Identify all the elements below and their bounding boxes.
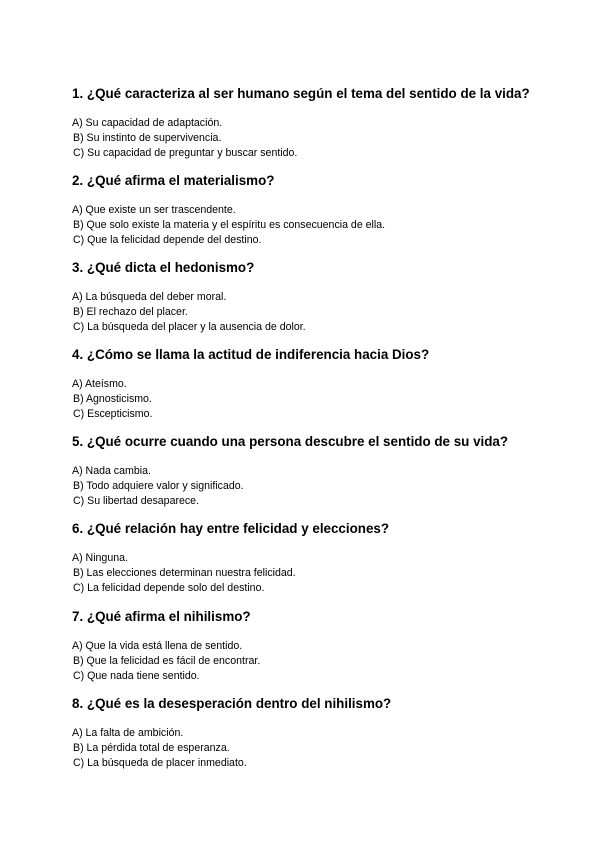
option-c: C) Escepticismo. — [73, 408, 153, 420]
question-title: 5. ¿Qué ocurre cuando una persona descubre el sentido de su vida? — [72, 434, 509, 449]
option-list — [72, 639, 572, 684]
option-a: A) Su capacidad de adaptación. — [72, 117, 223, 129]
question-3 — [72, 260, 572, 335]
option-b: B) Que la felicidad es fácil de encontrar. — [73, 655, 261, 667]
option-a: A) Que la vida está llena de sentido. — [72, 640, 243, 652]
option-b: B) Todo adquiere valor y significado. — [73, 480, 244, 492]
question-title: 4. ¿Cómo se llama la actitud de indiferencia hacia Dios? — [72, 347, 430, 362]
option-c: C) La búsqueda de placer inmediato. — [73, 757, 247, 769]
question-title: 8. ¿Qué es la desesperación dentro del nihilismo? — [72, 696, 392, 711]
option-list — [72, 551, 572, 596]
question-8 — [72, 696, 572, 771]
question-title: 1. ¿Qué caracteriza al ser humano según el tema del sentido de la vida? — [72, 86, 530, 101]
option-list — [72, 290, 572, 335]
option-list — [72, 377, 572, 422]
question-5 — [72, 434, 572, 509]
question-title: 3. ¿Qué dicta el hedonismo? — [72, 260, 255, 275]
option-list — [72, 464, 572, 509]
option-a: A) Ninguna. — [72, 552, 128, 564]
option-a: A) Ateísmo. — [72, 378, 127, 390]
option-b: B) Su instinto de supervivencia. — [73, 132, 222, 144]
option-c: C) Su capacidad de preguntar y buscar sentido. — [73, 147, 298, 159]
option-b: B) Agnosticismo. — [73, 393, 152, 405]
question-title: 6. ¿Qué relación hay entre felicidad y elecciones? — [72, 521, 390, 536]
option-b: B) Las elecciones determinan nuestra felicidad. — [73, 567, 296, 579]
option-list — [72, 203, 572, 248]
option-a: A) La búsqueda del deber moral. — [72, 291, 227, 303]
option-c: C) Que nada tiene sentido. — [73, 670, 200, 682]
option-c: C) Su libertad desaparece. — [73, 495, 200, 507]
question-6 — [72, 521, 572, 596]
question-7 — [72, 609, 572, 684]
option-a: A) Que existe un ser trascendente. — [72, 204, 236, 216]
option-c: C) La búsqueda del placer y la ausencia de dolor. — [73, 321, 306, 333]
question-title: 7. ¿Qué afirma el nihilismo? — [72, 609, 251, 624]
option-c: C) La felicidad depende solo del destino. — [73, 582, 265, 594]
option-b: B) Que solo existe la materia y el espíritu es consecuencia de ella. — [73, 219, 386, 231]
question-4 — [72, 347, 572, 422]
option-c: C) Que la felicidad depende del destino. — [73, 234, 262, 246]
option-a: A) Nada cambia. — [72, 465, 151, 477]
question-2 — [72, 173, 572, 248]
question-title: 2. ¿Qué afirma el materialismo? — [72, 173, 275, 188]
option-b: B) La pérdida total de esperanza. — [73, 742, 230, 754]
option-list — [72, 726, 572, 771]
option-b: B) El rechazo del placer. — [73, 306, 188, 318]
question-1 — [72, 86, 572, 161]
option-list — [72, 116, 572, 161]
option-a: A) La falta de ambición. — [72, 727, 184, 739]
